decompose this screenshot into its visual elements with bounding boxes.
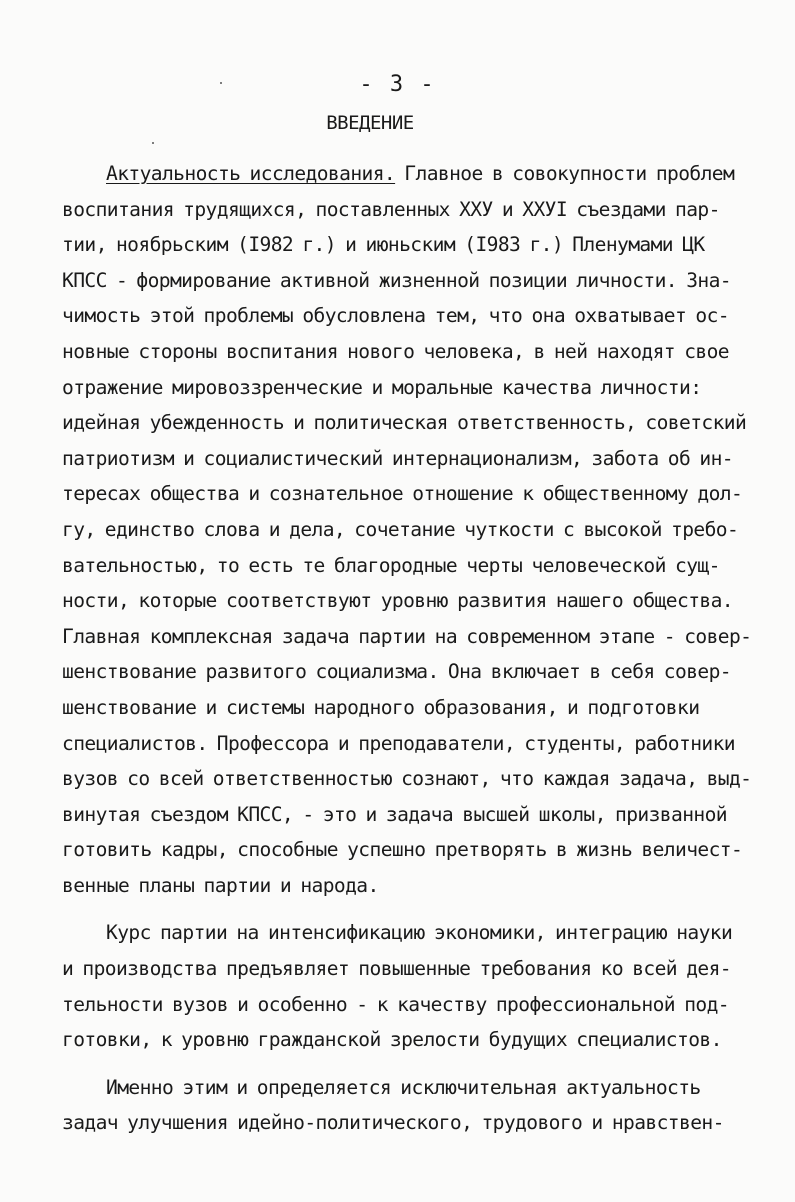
text-line: Главная комплексная задача партии на современном этапе - совер- bbox=[62, 624, 752, 648]
paragraph-gap bbox=[62, 1058, 762, 1070]
text-line: отражение мировоззренческие и моральные качества личности: bbox=[62, 375, 702, 399]
text-line: новные стороны воспитания нового человека, в ней находят свое bbox=[62, 339, 729, 363]
text-line: винутая съездом КПСС, - это и задача высшей школы, призванной bbox=[62, 802, 727, 826]
text-line: специалистов. Профессора и преподаватели, студенты, работники bbox=[62, 731, 735, 755]
paragraph-1-line-1-text: Главное в совокупности проблем bbox=[395, 162, 735, 185]
section-heading-actuality: Актуальность исследования. bbox=[106, 162, 396, 185]
text-line: шенствование и системы народного образования, и подготовки bbox=[62, 695, 700, 719]
text-line: и производства предъявляет повышенные требования ко всей дея- bbox=[62, 957, 731, 981]
text-line: ности, которые соответствуют уровню развития нашего общества. bbox=[62, 589, 733, 613]
text-line: гу, единство слова и дела, сочетание чуткости с высокой требо- bbox=[62, 517, 739, 541]
text-line: вузов со всей ответственностью сознают, что каждая задача, выд- bbox=[62, 767, 752, 791]
text-line: тельности вузов и особенно - к качеству профессиональной под- bbox=[62, 992, 729, 1016]
text-line: Именно этим и определяется исключительная актуальность bbox=[106, 1075, 701, 1099]
body-text bbox=[62, 156, 762, 1141]
text-line: готовить кадры, способные успешно претворять в жизнь величест- bbox=[62, 838, 743, 862]
text-line: патриотизм и социалистический интернационализм, забота об ин- bbox=[62, 446, 733, 470]
text-line: шенствование развитого социализма. Она включает в себя совер- bbox=[62, 660, 731, 684]
text-line: вательностью, то есть те благородные черты человеческой сущ- bbox=[62, 553, 720, 577]
section-title: ВВЕДЕНИЕ bbox=[326, 112, 414, 134]
page-number: - 3 - bbox=[359, 72, 436, 97]
text-line: тересах общества и сознательное отношение к общественному дол- bbox=[62, 482, 743, 506]
text-line: чимость этой проблемы обусловлена тем, что она охватывает ос- bbox=[62, 304, 729, 328]
paragraph-gap bbox=[62, 903, 762, 915]
scan-speck bbox=[152, 142, 154, 144]
text-line: идейная убежденность и политическая ответственность, советский bbox=[62, 411, 747, 435]
text-line: КПСС - формирование активной жизненной позиции личности. Зна- bbox=[62, 268, 731, 292]
text-line: готовки, к уровню гражданской зрелости будущих специалистов. bbox=[62, 1028, 722, 1052]
text-line: задач улучшения идейно-политического, трудового и нравствен- bbox=[62, 1111, 724, 1135]
text-line: воспитания трудящихся, поставленных ХХУ и ХХУI съездами пар- bbox=[62, 197, 720, 221]
text-line: тии, ноябрьским (I982 г.) и июньским (I983 г.) Пленумами ЦК bbox=[62, 233, 705, 257]
text-line: Курс партии на интенсификацию экономики, интеграцию науки bbox=[106, 921, 733, 945]
paragraph-1-line-1 bbox=[62, 156, 762, 192]
scan-speck bbox=[220, 82, 222, 84]
text-line: венные планы партии и народа. bbox=[62, 873, 379, 897]
